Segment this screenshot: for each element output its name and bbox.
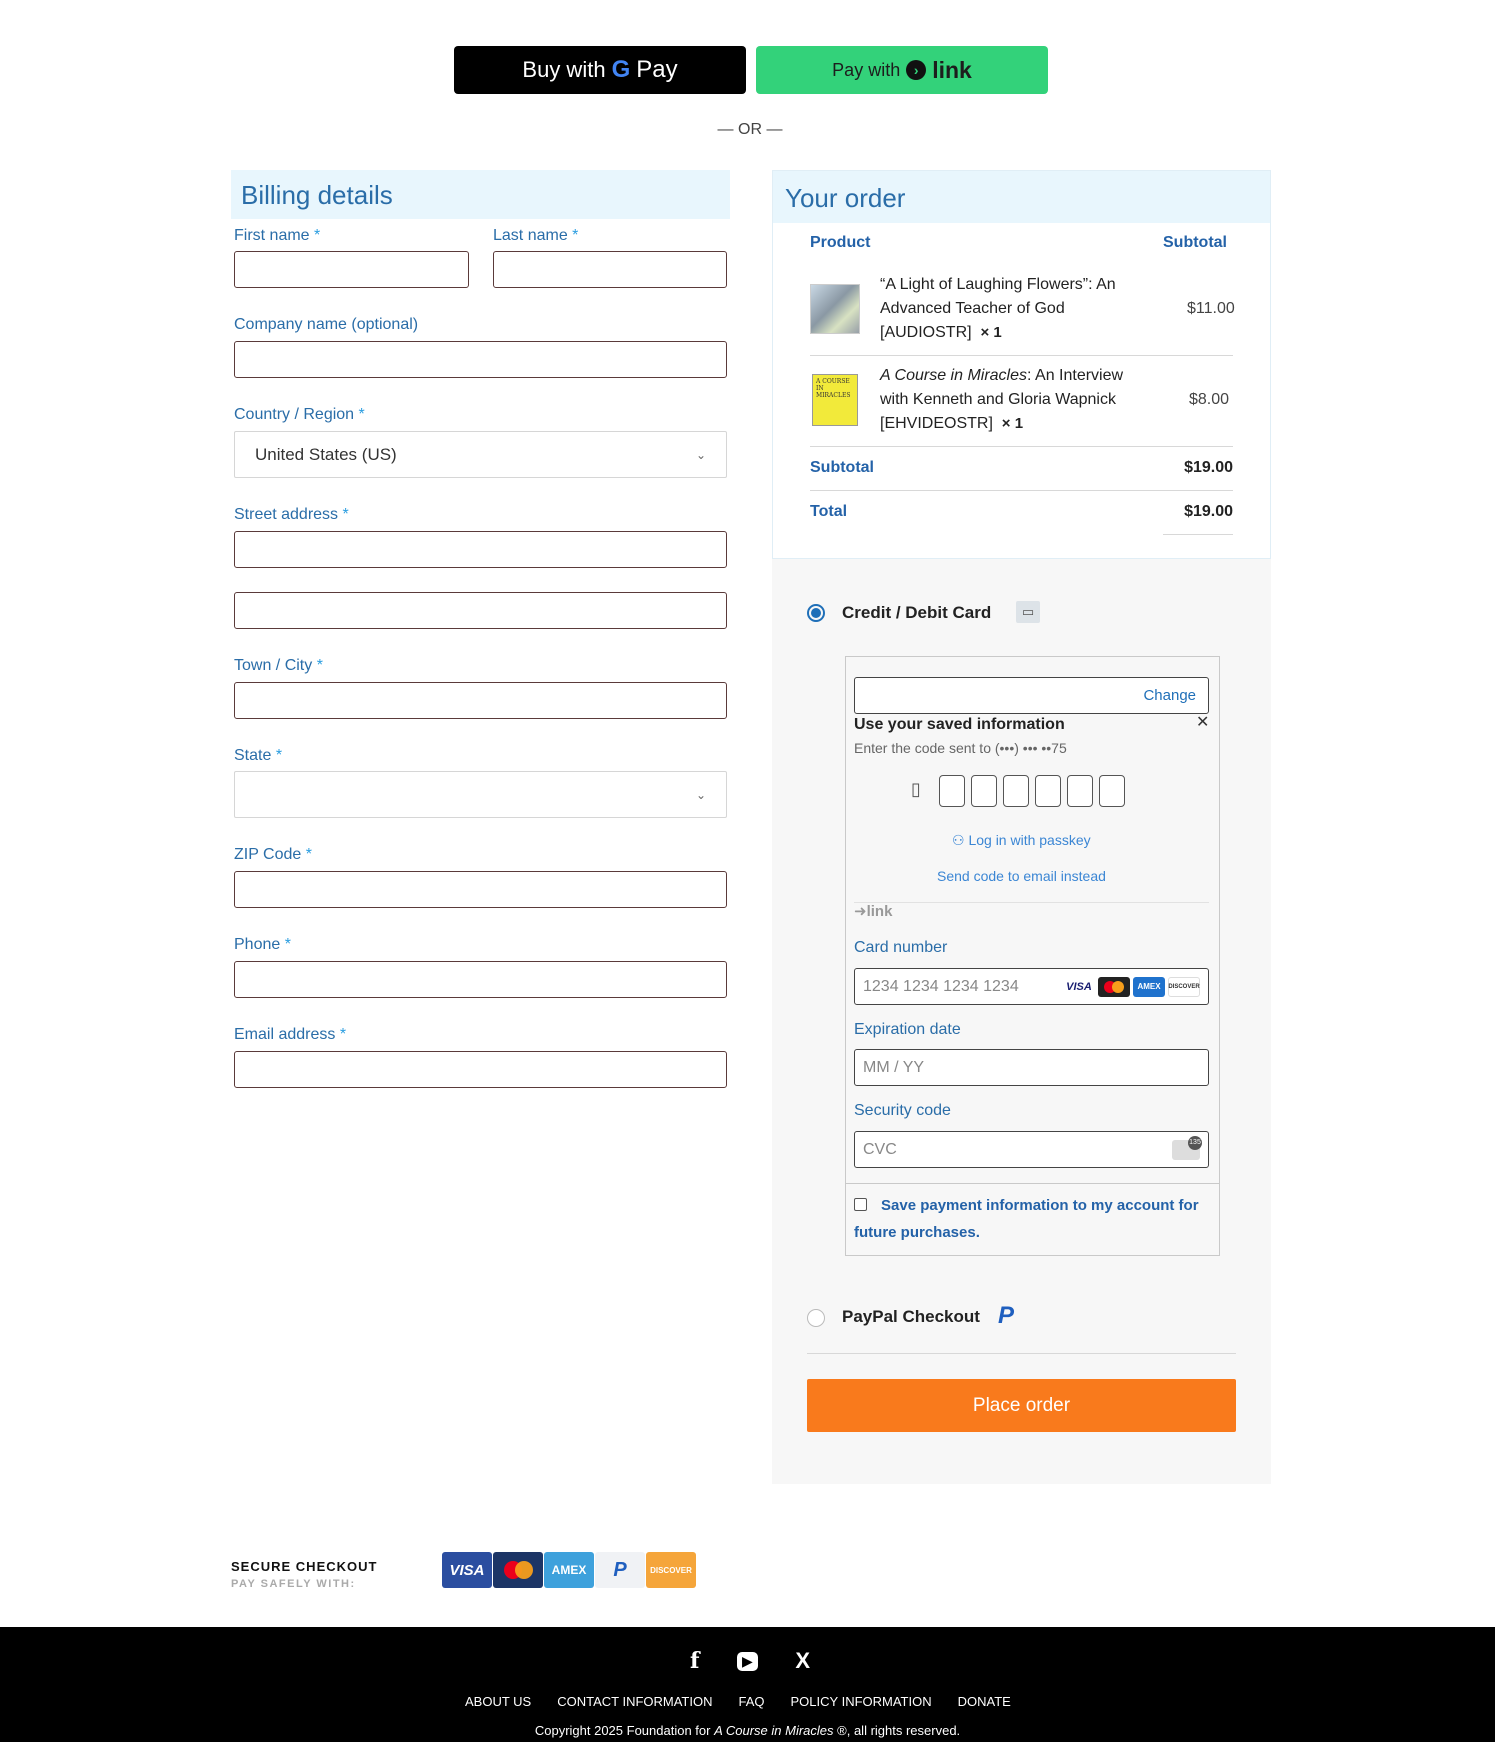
- radio-dot: [811, 608, 821, 618]
- total-label: Total: [810, 503, 848, 520]
- otp-digit[interactable]: [1003, 775, 1029, 807]
- item-qty: × 1: [980, 324, 1002, 341]
- order-item: A Course in Miracles: An Interview with Kenneth and Gloria Wapnick [EHVIDEOSTR] × 1: [880, 367, 1124, 432]
- card-number-input[interactable]: 1234 1234 1234 1234 VISA AMEX DISCOVER: [854, 968, 1209, 1005]
- order-item: “A Light of Laughing Flowers”: An Advanced Teacher of God [AUDIOSTR] × 1: [880, 276, 1116, 341]
- town-label: Town / City *: [234, 657, 323, 674]
- cvc-card-icon: [1172, 1140, 1200, 1160]
- or-divider: — OR —: [717, 121, 783, 138]
- paypal-icon: P: [595, 1552, 645, 1588]
- card-method-label[interactable]: Credit / Debit Card: [842, 603, 992, 622]
- link-arrow-icon: ➜: [854, 903, 867, 920]
- divider: [810, 446, 1233, 447]
- footer-link-donate[interactable]: DONATE: [957, 1694, 1011, 1709]
- chevron-down-icon: ⌄: [695, 447, 706, 462]
- passkey-login-link[interactable]: ⚇ Log in with passkey: [952, 832, 1091, 848]
- user-key-icon: ⚇: [952, 832, 965, 848]
- discover-icon: DISCOVER: [1168, 977, 1200, 997]
- billing-header: [231, 170, 730, 219]
- subtotal-label: Subtotal: [810, 459, 874, 476]
- pay-with-link-button[interactable]: [756, 46, 1048, 94]
- street-input-1[interactable]: [234, 531, 727, 568]
- code-sent-text: Enter the code sent to (•••) ••• ••75: [854, 740, 1067, 756]
- street-input-2[interactable]: [234, 592, 727, 629]
- paypal-icon: P: [998, 1302, 1015, 1329]
- paypal-method-label[interactable]: PayPal Checkout: [842, 1307, 980, 1326]
- link-arrow-icon: ›: [906, 60, 926, 80]
- link-word: link: [932, 56, 972, 83]
- copyright: Copyright 2025 Foundation for A Course in Miracles ®, all rights reserved.: [534, 1723, 961, 1738]
- footer-link-about[interactable]: ABOUT US: [465, 1694, 532, 1709]
- order-header: [773, 171, 1270, 223]
- x-icon[interactable]: X: [795, 1648, 810, 1673]
- facebook-icon[interactable]: f: [690, 1648, 700, 1674]
- otp-digit[interactable]: [1035, 775, 1061, 807]
- divider: [810, 355, 1233, 356]
- youtube-icon[interactable]: ▶: [737, 1652, 758, 1671]
- visa-icon: VISA: [442, 1552, 492, 1588]
- expiry-label: Expiration date: [854, 1021, 961, 1038]
- divider: [810, 490, 1233, 491]
- credit-card-icon: ▭: [1016, 601, 1040, 623]
- divider: [1163, 534, 1233, 535]
- product-thumbnail: A COURSE IN MIRACLES: [812, 374, 858, 426]
- otp-digit[interactable]: [1067, 775, 1093, 807]
- close-icon[interactable]: ✕: [1196, 714, 1210, 731]
- footer-link-policy[interactable]: POLICY INFORMATION: [790, 1694, 932, 1709]
- state-label: State *: [234, 747, 283, 764]
- secure-checkout-title: SECURE CHECKOUT: [231, 1559, 378, 1574]
- send-email-code-link[interactable]: Send code to email instead: [937, 868, 1106, 884]
- paypal-radio[interactable]: [807, 1309, 825, 1327]
- email-label: Email address *: [234, 1026, 347, 1043]
- social-links: [690, 1648, 810, 1674]
- email-input[interactable]: [234, 1051, 727, 1088]
- card-radio[interactable]: [807, 604, 825, 622]
- cvc-input[interactable]: CVC 135: [854, 1131, 1209, 1168]
- expiry-input[interactable]: MM / YY: [854, 1049, 1209, 1086]
- col-subtotal: Subtotal: [1163, 234, 1227, 251]
- divider: [854, 902, 1209, 903]
- item-qty: × 1: [1001, 415, 1024, 432]
- save-payment-option[interactable]: Save payment information to my account for future purchases.: [854, 1197, 1199, 1241]
- total-value: $19.00: [1184, 503, 1233, 520]
- zip-input[interactable]: [234, 871, 727, 908]
- subtotal-value: $19.00: [1184, 459, 1233, 476]
- otp-digit[interactable]: [971, 775, 997, 807]
- country-label: Country / Region *: [234, 406, 365, 423]
- google-g-icon: G: [611, 56, 631, 83]
- cvc-label: Security code: [854, 1102, 951, 1119]
- link-logo: ➜link: [854, 903, 893, 920]
- gpay-prefix: Buy with: [522, 57, 606, 82]
- phone-input[interactable]: [234, 961, 727, 998]
- zip-label: ZIP Code *: [234, 846, 312, 863]
- order-title: Your order: [785, 183, 906, 213]
- amex-icon: AMEX: [1133, 977, 1165, 997]
- divider: [845, 1183, 1220, 1184]
- otp-digit[interactable]: [1099, 775, 1125, 807]
- phone-icon: ▯: [911, 779, 921, 799]
- billing-title: Billing details: [241, 180, 393, 210]
- footer-nav: [465, 1694, 1011, 1709]
- link-email-field[interactable]: [854, 677, 1209, 714]
- payment-logos: [442, 1552, 696, 1588]
- first-name-input[interactable]: [234, 251, 469, 288]
- cvc-badge: 135: [1188, 1136, 1202, 1150]
- country-value: United States (US): [255, 444, 397, 464]
- secure-checkout-subtitle: PAY SAFELY WITH:: [231, 1578, 356, 1590]
- phone-label: Phone *: [234, 936, 291, 953]
- otp-digit[interactable]: [939, 775, 965, 807]
- change-link[interactable]: Change: [1143, 687, 1196, 704]
- mastercard-icon: [493, 1552, 543, 1588]
- first-name-label: First name *: [234, 227, 321, 244]
- gpay-pay-text: Pay: [636, 56, 678, 83]
- last-name-input[interactable]: [493, 251, 727, 288]
- product-thumbnail: [810, 284, 860, 334]
- state-select[interactable]: [234, 771, 727, 818]
- street-label: Street address *: [234, 506, 349, 523]
- company-label: Company name (optional): [234, 316, 419, 333]
- save-payment-checkbox[interactable]: [854, 1198, 867, 1211]
- saved-info-title: Use your saved information: [854, 716, 1065, 733]
- col-product: Product: [810, 234, 871, 251]
- item-price: $8.00: [1189, 391, 1230, 408]
- mastercard-icon: [1098, 977, 1130, 997]
- country-select[interactable]: [234, 431, 727, 478]
- chevron-down-icon: ⌄: [695, 787, 706, 802]
- company-input[interactable]: [234, 341, 727, 378]
- discover-icon: DISCOVER: [646, 1552, 696, 1588]
- card-number-label: Card number: [854, 939, 948, 956]
- visa-icon: VISA: [1063, 977, 1095, 997]
- link-prefix: Pay with: [832, 59, 901, 80]
- place-order-button[interactable]: Place order: [807, 1379, 1236, 1432]
- footer-link-contact[interactable]: CONTACT INFORMATION: [557, 1694, 713, 1709]
- amex-icon: AMEX: [544, 1552, 594, 1588]
- footer-link-faq[interactable]: FAQ: [738, 1694, 765, 1709]
- card-brands: [1063, 977, 1200, 997]
- otp-code-inputs: [939, 775, 1125, 807]
- divider: [807, 1353, 1236, 1354]
- google-pay-button[interactable]: [454, 46, 746, 94]
- town-input[interactable]: [234, 682, 727, 719]
- last-name-label: Last name *: [493, 227, 579, 244]
- item-price: $11.00: [1187, 300, 1235, 317]
